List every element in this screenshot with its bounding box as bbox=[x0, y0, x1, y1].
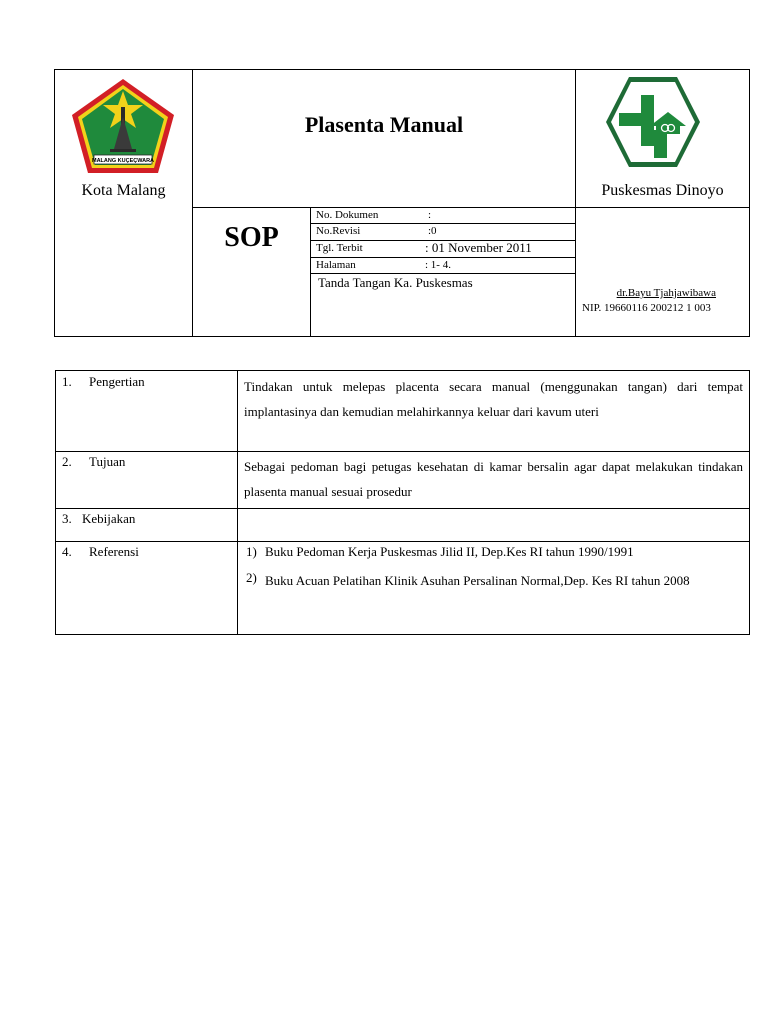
meta-label-revision: No.Revisi bbox=[316, 225, 361, 237]
section-label-tujuan: Tujuan bbox=[89, 454, 126, 469]
section-label-kebijakan: Kebijakan bbox=[82, 511, 136, 526]
meta-value-document-no: : bbox=[428, 209, 432, 221]
meta-value-issue-date: : 01 November 2011 bbox=[425, 240, 532, 255]
header-border-bottom bbox=[54, 336, 750, 337]
reference-item: Buku Pedoman Kerja Puskesmas Jilid II, Dep.Kes RI tahun 1990/1991 bbox=[265, 544, 634, 559]
section-number: 3. bbox=[62, 511, 72, 526]
header-col-divider-1 bbox=[192, 69, 193, 337]
section-number: 2. bbox=[62, 454, 72, 469]
signature-label: Tanda Tangan Ka. Puskesmas bbox=[318, 275, 473, 290]
signer-name: dr.Bayu Tjahjawibawa bbox=[616, 287, 716, 299]
content-row-line-1 bbox=[55, 451, 750, 452]
meta-label-issue-date: Tgl. Terbit bbox=[316, 242, 363, 254]
signer-nip: NIP. 19660116 200212 1 003 bbox=[582, 302, 711, 314]
kota-malang-emblem-icon bbox=[70, 77, 176, 175]
content-border-bottom bbox=[55, 634, 750, 635]
left-org-name: Kota Malang bbox=[81, 182, 166, 199]
section-number: 1. bbox=[62, 374, 72, 389]
puskesmas-logo-icon bbox=[604, 76, 702, 168]
section-content-pengertian: Tindakan untuk melepas placenta secara manual (menggunakan tangan) dari tempat implantasinya dan kemudian melahirkannya keluar dari kavum uteri bbox=[244, 379, 743, 419]
doc-type-label: SOP bbox=[224, 222, 279, 253]
section-label-referensi: Referensi bbox=[89, 544, 139, 559]
section-content-tujuan: Sebagai pedoman bagi petugas kesehatan di kamar bersalin agar dapat melakukan tindakan plasenta manual sesuai prosedur bbox=[244, 459, 743, 499]
content-row-line-2 bbox=[55, 508, 750, 509]
reference-item: Buku Acuan Pelatihan Klinik Asuhan Persalinan Normal,Dep. Kes RI tahun 2008 bbox=[265, 573, 690, 588]
header-row-divider bbox=[192, 207, 750, 208]
header-border-left bbox=[54, 69, 55, 337]
content-col-divider bbox=[237, 370, 238, 635]
section-label-pengertian: Pengertian bbox=[89, 374, 145, 389]
header-border-right bbox=[749, 69, 750, 337]
meta-label-pages: Halaman bbox=[316, 259, 356, 271]
meta-value-revision: :0 bbox=[428, 225, 437, 237]
meta-col-divider bbox=[310, 207, 311, 337]
right-org-name: Puskesmas Dinoyo bbox=[601, 182, 724, 199]
content-border-top bbox=[55, 370, 750, 371]
header-border-top bbox=[54, 69, 750, 70]
content-border-left bbox=[55, 370, 56, 635]
reference-number: 1) bbox=[246, 544, 257, 559]
emblem-banner-text: MALANG KUÇEÇWARA bbox=[91, 158, 155, 164]
meta-label-document-no: No. Dokumen bbox=[316, 209, 379, 221]
reference-number: 2) bbox=[246, 570, 257, 585]
page-title: Plasenta Manual bbox=[304, 112, 464, 137]
content-border-right bbox=[749, 370, 750, 635]
content-row-line-3 bbox=[55, 541, 750, 542]
meta-value-pages: : 1- 4. bbox=[425, 259, 451, 271]
meta-row-line-4 bbox=[310, 273, 576, 274]
section-number: 4. bbox=[62, 544, 72, 559]
